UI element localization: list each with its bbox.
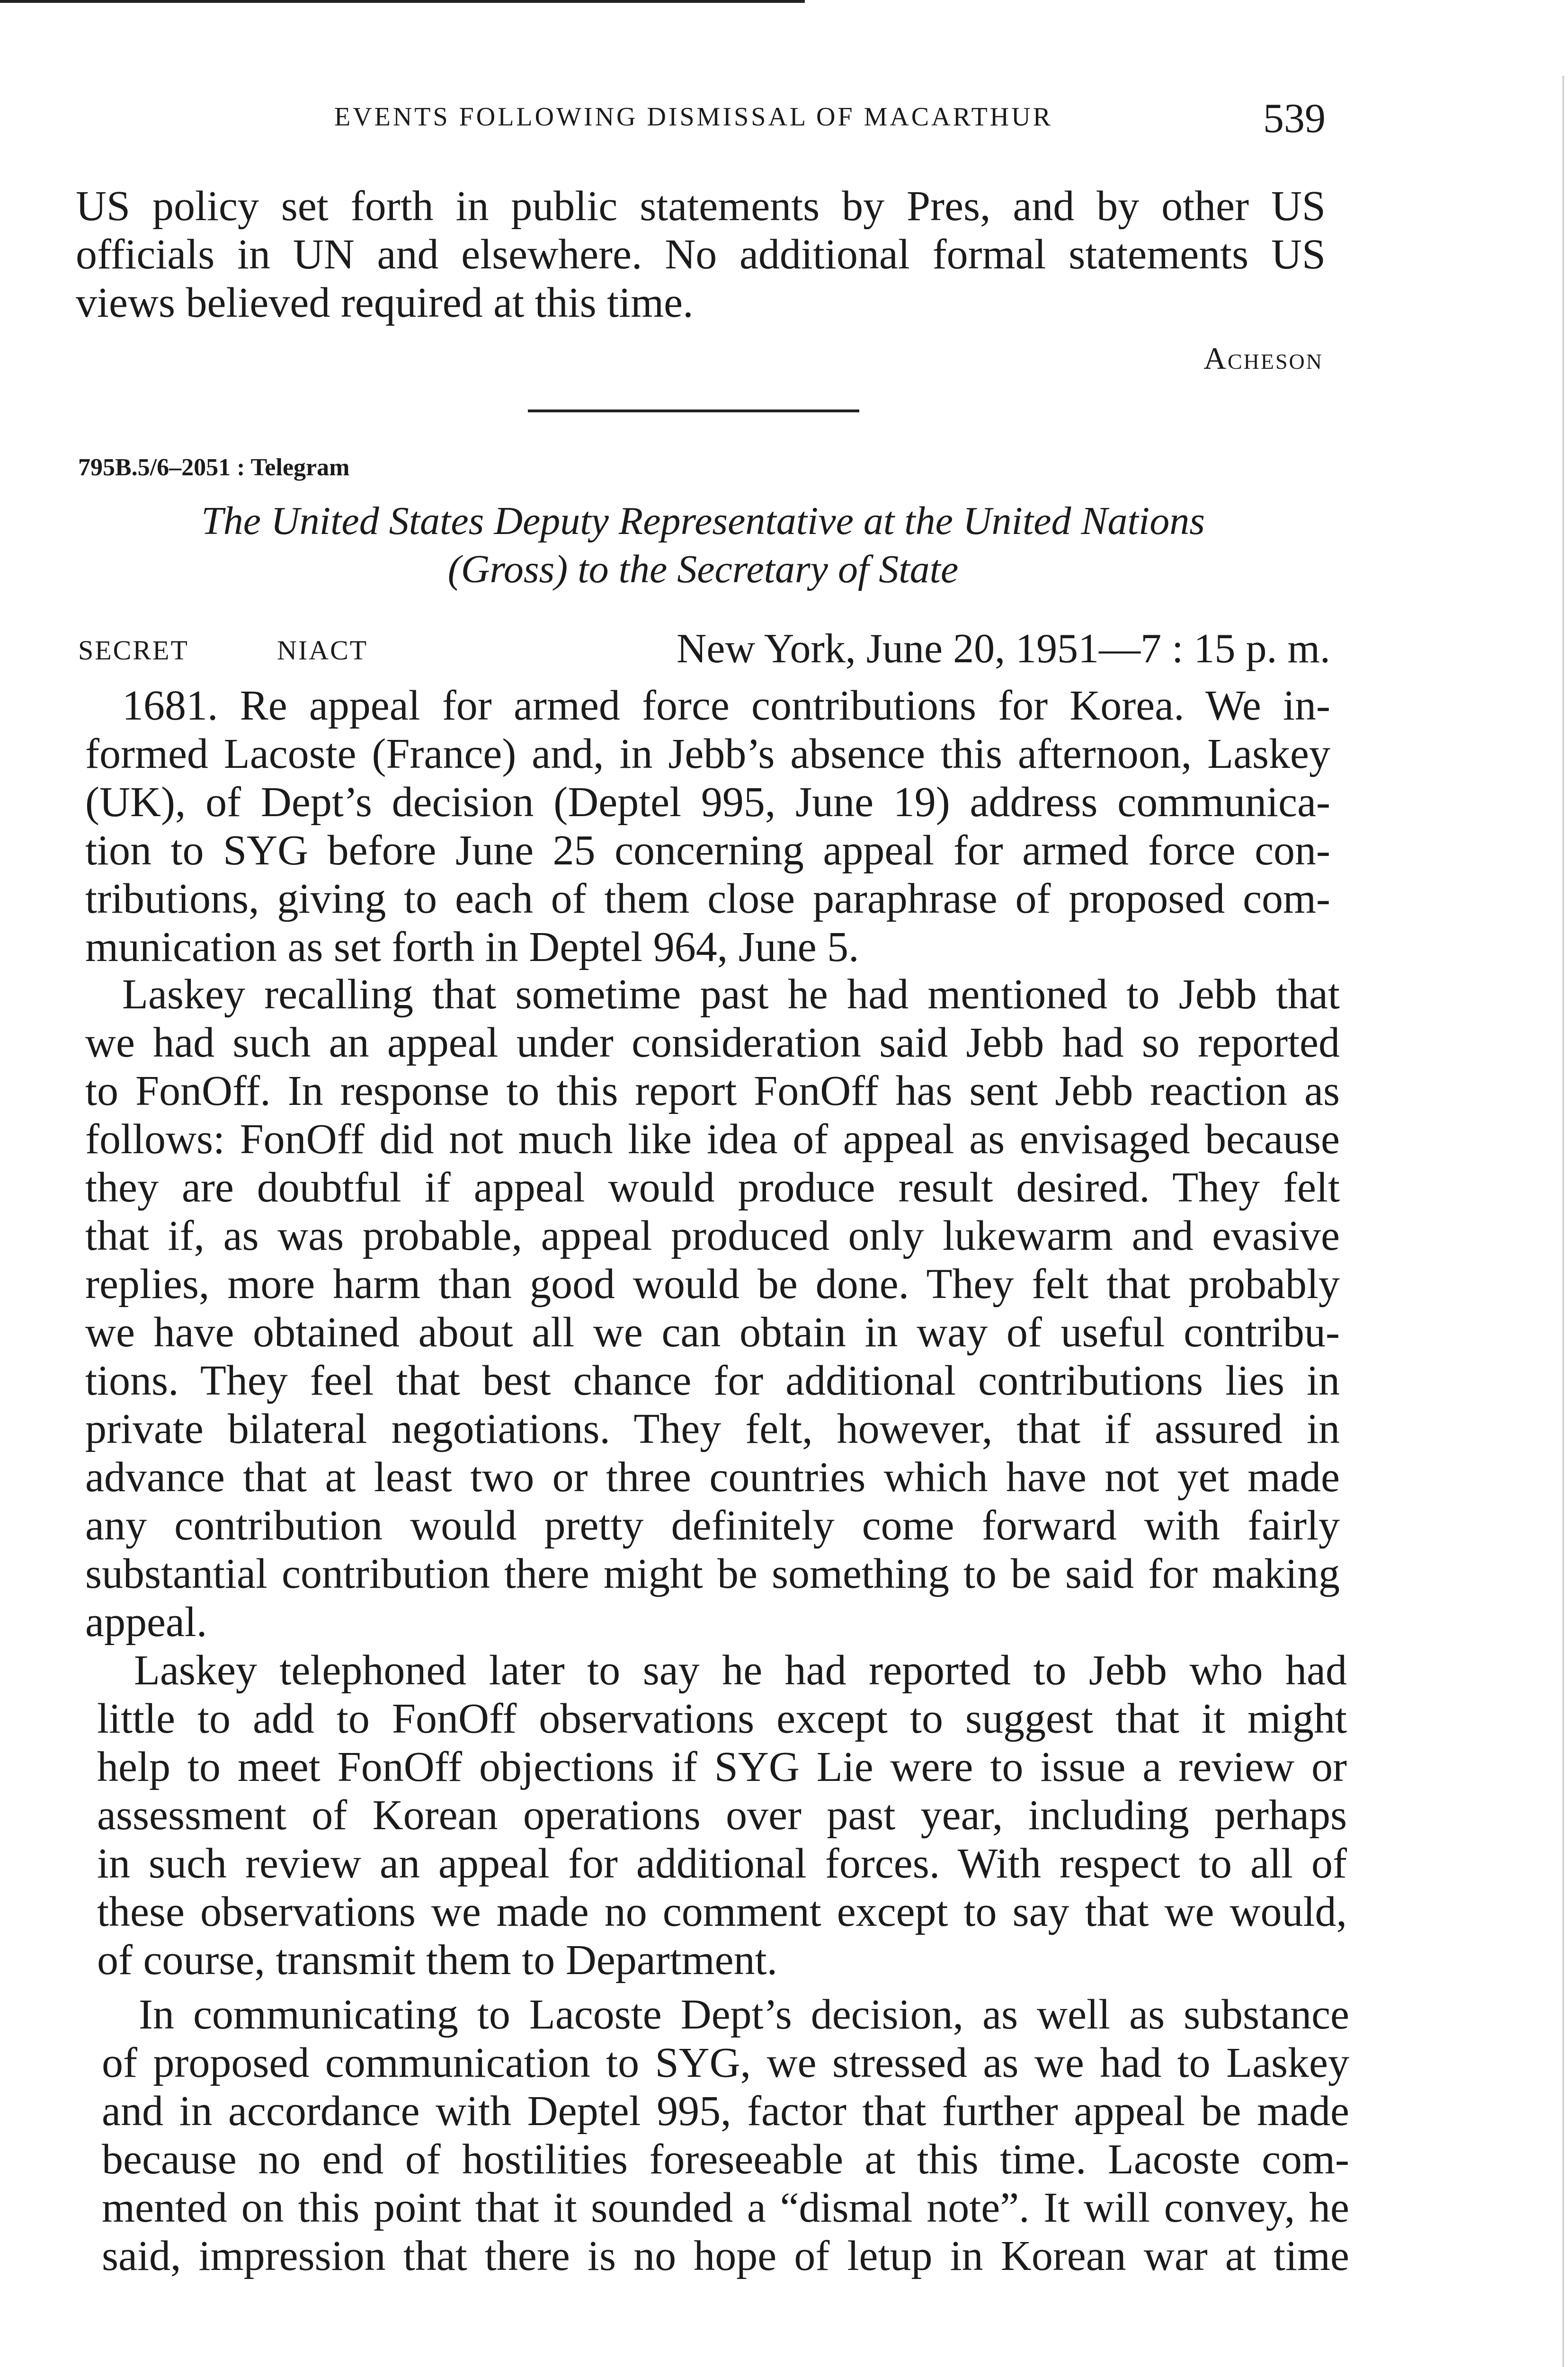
text-line: to FonOff. In response to this report FonOff has sent Jebb reaction as (85, 1068, 1340, 1114)
text-line: private bilateral negotiations. They felt, however, that if assured in (85, 1406, 1340, 1452)
text-line: and in accordance with Deptel 995, factor that further appeal be made (102, 2088, 1349, 2135)
body-paragraph (97, 1646, 1347, 1984)
text-line: mented on this point that it sounded a “dismal note”. It will convey, he (102, 2184, 1349, 2231)
text-line: said, impression that there is no hope of letup in Korean war at time (102, 2233, 1349, 2279)
top-edge-rule (0, 0, 805, 3)
text-line: substantial contribution there might be something to be said for making (85, 1550, 1340, 1597)
text-line: that if, as was probable, appeal produced only lukewarm and evasive (85, 1212, 1340, 1259)
text-line: Laskey recalling that sometime past he had mentioned to Jebb that (122, 971, 1340, 1018)
text-line: little to add to FonOff observations except to suggest that it might (97, 1695, 1347, 1742)
body-paragraph (102, 1991, 1349, 2280)
text-line: of proposed communication to SYG, we stressed as we had to Laskey (102, 2039, 1349, 2086)
text-line: replies, more harm than good would be done. They felt that probably (85, 1261, 1340, 1308)
text-line: help to meet FonOff objections if SYG Lie were to issue a review or (97, 1744, 1347, 1790)
body-paragraph (85, 682, 1330, 971)
text-line: in such review an appeal for additional forces. With respect to all of (97, 1840, 1347, 1887)
document-title (78, 497, 1328, 594)
text-line: any contribution would pretty definitely come forward with fairly (85, 1502, 1340, 1549)
text-line: of course, transmit them to Department. (97, 1937, 778, 1984)
text-line: tributions, giving to each of them close paraphrase of proposed com- (85, 875, 1330, 922)
section-separator (528, 409, 859, 412)
text-line: because no end of hostilities foreseeable at this time. Lacoste com- (102, 2136, 1349, 2183)
signature: Acheson (1203, 341, 1323, 376)
text-line: advance that at least two or three countries which have not yet made (85, 1454, 1340, 1501)
text-line: tion to SYG before June 25 concerning appeal for armed force con- (85, 827, 1330, 874)
text-line: we had such an appeal under consideration said Jebb had so reported (85, 1019, 1340, 1066)
text-line: these observations we made no comment except to say that we would, (97, 1888, 1347, 1935)
document-title-line: (Gross) to the Secretary of State (447, 547, 959, 591)
text-line: follows: FonOff did not much like idea of appeal as envisaged because (85, 1116, 1340, 1163)
text-line: assessment of Korean operations over past year, including perhaps (97, 1792, 1347, 1839)
text-line: they are doubtful if appeal would produce result desired. They felt (85, 1164, 1340, 1211)
text-line: officials in UN and elsewhere. No additional formal statements US (76, 231, 1326, 278)
text-line: (UK), of Dept’s decision (Deptel 995, June 19) address communica- (85, 779, 1330, 826)
text-line: views believed required at this time. (76, 279, 694, 326)
running-head: EVENTS FOLLOWING DISMISSAL OF MACARTHUR (334, 102, 1053, 132)
intro-paragraph (76, 182, 1326, 327)
text-line: formed Lacoste (France) and, in Jebb’s absence this afternoon, Laskey (85, 730, 1330, 777)
page-number: 539 (1263, 96, 1326, 142)
text-line: 1681. Re appeal for armed force contributions for Korea. We in- (122, 682, 1330, 729)
body-paragraph (85, 970, 1340, 1646)
routing-label: NIACT (277, 635, 368, 666)
classification-label: SECRET (78, 635, 189, 666)
dateline: New York, June 20, 1951—7 : 15 p. m. (676, 626, 1330, 672)
text-line: tions. They feel that best chance for additional contributions lies in (85, 1357, 1340, 1404)
document-title-line: The United States Deputy Representative at the United Nations (201, 499, 1205, 543)
text-line: appeal. (85, 1599, 207, 1646)
document-file-reference: 795B.5/6–2051 : Telegram (78, 454, 350, 481)
text-line: munication as set forth in Deptel 964, June 5. (85, 924, 859, 970)
text-line: In communicating to Lacoste Dept’s decision, as well as substance (139, 1991, 1349, 2038)
text-line: Laskey telephoned later to say he had reported to Jebb who had (134, 1647, 1347, 1694)
text-line: US policy set forth in public statements by Pres, and by other US (76, 183, 1326, 230)
page-edge-shadow (1562, 76, 1564, 2367)
text-line: we have obtained about all we can obtain in way of useful contribu- (85, 1309, 1340, 1356)
